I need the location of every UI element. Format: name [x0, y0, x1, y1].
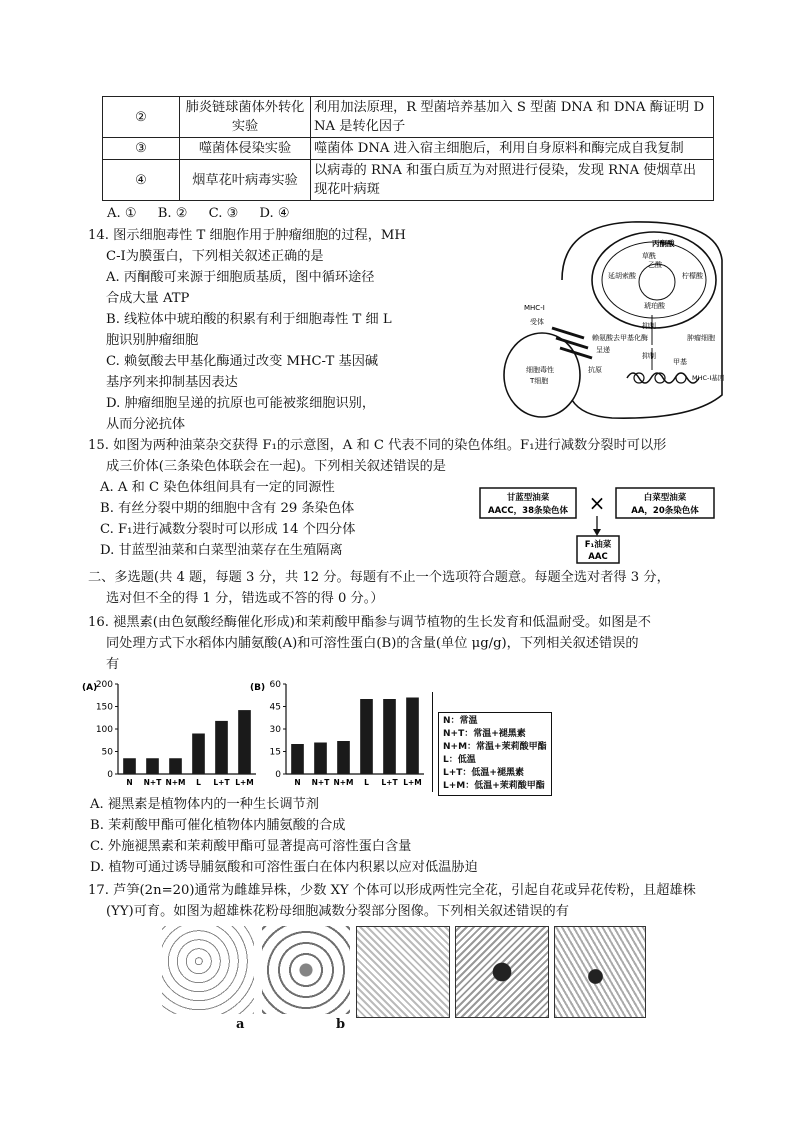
- box3-title: F₁油菜: [584, 540, 612, 550]
- bar: [215, 721, 228, 774]
- q17-stem-cont: (YY)可育。如图为超雄株花粉母细胞减数分裂部分图像。下列相关叙述错误的有: [106, 904, 569, 919]
- q13-options: [107, 203, 290, 224]
- label-succinyl: 草酰: [642, 252, 656, 260]
- table-cell-desc: 噬菌体 DNA 进入宿主细胞后，利用自身原料和酶完成自我复制: [311, 138, 714, 160]
- q14-option-a-cont: 合成大量 ATP: [106, 291, 190, 306]
- legend-item: L+M：低温+茉莉酸甲酯: [443, 781, 545, 791]
- table-cell-num: ②: [103, 97, 180, 138]
- q14-option-d-cont: 从而分泌抗体: [106, 417, 186, 432]
- section-2-header: [88, 567, 778, 609]
- table-row: [103, 97, 714, 138]
- table-cell-num: ④: [103, 160, 180, 201]
- micrograph-label-a: a: [236, 1017, 245, 1032]
- bar: [383, 699, 396, 774]
- label-inhibit2: 抑制: [642, 352, 656, 360]
- label-mhc: MHC-Ⅰ: [524, 304, 545, 312]
- cross-symbol: ×: [588, 491, 606, 515]
- y-tick-label: 15: [269, 747, 281, 758]
- label-enzyme: 赖氨酸去甲基化酶: [592, 334, 648, 342]
- micrograph-c: [356, 926, 450, 1018]
- desc-line: NA 是转化因子: [314, 119, 406, 134]
- t-cell-shape: [504, 333, 580, 417]
- q16-option-d[interactable]: D. 植物可通过诱导脯氨酸和可溶性蛋白在体内积累以应对低温胁迫: [90, 860, 478, 875]
- desc-line: 以病毒的 RNA 和蛋白质互为对照进行侵染，发现 RNA 使烟草出: [314, 163, 697, 178]
- label-ethyl: 乙酸: [648, 261, 662, 269]
- label-antigen: 抗原: [588, 366, 602, 374]
- bar: [123, 758, 136, 774]
- table-cell-name: [180, 97, 311, 138]
- legend-item: L：低温: [443, 755, 476, 765]
- bar: [291, 744, 304, 774]
- figure-15-cross: [478, 484, 718, 566]
- table-cell-desc: [311, 160, 714, 201]
- x-tick-label: N+T: [311, 778, 330, 787]
- micrograph-b: [262, 926, 350, 1014]
- box2-sub: AA，20条染色体: [631, 506, 699, 516]
- y-tick-label: 50: [101, 747, 113, 758]
- q15-stem: 15. 如图为两种油菜杂交获得 F₁的示意图，A 和 C 代表不同的染色体组。F₁进行减数分裂时可以形: [88, 438, 667, 453]
- box1-sub: AACC，38条染色体: [488, 506, 568, 516]
- legend-item: N+M：常温+茉莉酸甲酯: [443, 742, 547, 752]
- label-lysine: 延胡索酸: [608, 272, 636, 280]
- q14-option-b[interactable]: B. 线粒体中琥珀酸的积累有利于细胞毒性 T 细 L: [106, 312, 392, 327]
- q14-option-c-cont: 基序列来抑制基因表达: [106, 375, 238, 390]
- box2-title: 白菜型油菜: [643, 493, 687, 503]
- table-cell-desc: [311, 97, 714, 138]
- q15-option-b[interactable]: B. 有丝分裂中期的细胞中含有 29 条染色体: [100, 501, 355, 516]
- table-row: [103, 160, 714, 201]
- section-2-line1: 二、多选题(共 4 题，每题 3 分，共 12 分。每题有不止一个选项符合题意。每题全选对者得 3 分，: [88, 570, 670, 585]
- y-tick-label: 200: [95, 680, 113, 690]
- bar: [337, 741, 350, 774]
- table-row: [103, 138, 714, 160]
- micrograph-d: [455, 926, 549, 1018]
- x-tick-label: L: [364, 778, 369, 787]
- x-tick-label: L+M: [403, 778, 422, 787]
- micrograph-e: [554, 926, 646, 1018]
- x-tick-label: N+M: [333, 778, 354, 787]
- legend-item: N：常温: [443, 716, 478, 726]
- x-tick-label: N: [126, 778, 133, 787]
- chart-legend: [438, 712, 552, 796]
- name-line: 肺炎链球菌体外转化: [185, 100, 305, 115]
- q16-stem-cont: 同处理方式下水稻体内脯氨酸(A)和可溶性蛋白(B)的含量(单位 μg/g)，下列相关叙述错误的: [106, 636, 639, 651]
- table-cell-num: ③: [103, 138, 180, 160]
- y-tick-label: 0: [107, 770, 113, 780]
- label-receptor: 受体: [530, 318, 544, 326]
- option-c[interactable]: C. ③: [208, 206, 239, 221]
- q15-stem-cont: 成三价体(三条染色体联会在一起)。下列相关叙述错误的是: [106, 459, 446, 474]
- option-a[interactable]: A. ①: [107, 206, 137, 221]
- label-tcell-2: T细胞: [530, 377, 549, 385]
- q17-stem: 17. 芦笋(2n=20)通常为雌雄异株，少数 XY 个体可以形成两性完全花，引起自花或异花传粉，且超雄株: [88, 883, 696, 898]
- q14-option-d[interactable]: D. 肿瘤细胞呈递的抗原也可能被浆细胞识别，: [106, 396, 376, 411]
- question-17: [88, 880, 788, 922]
- label-mhcgene: MHC-Ⅰ基因: [692, 374, 725, 382]
- q16-stem: 16. 褪黑素(由色氨酸经酶催化形成)和茉莉酸甲酯参与调节植物的生长发育和低温耐受。如图是不: [88, 615, 651, 630]
- option-b[interactable]: B. ②: [157, 206, 188, 221]
- label-inhibit1: 抑制: [642, 322, 656, 330]
- label-methyl: 甲基: [673, 358, 687, 366]
- x-tick-label: L+T: [381, 778, 398, 787]
- question-16: [88, 612, 778, 675]
- label-tumor: 肿瘤细胞: [687, 334, 715, 342]
- q15-option-a[interactable]: A. A 和 C 染色体组间具有一定的同源性: [100, 480, 335, 495]
- y-tick-label: 150: [95, 702, 113, 713]
- chart-title: (B): [250, 683, 266, 693]
- chart-a: [80, 676, 260, 794]
- x-tick-label: L+T: [213, 778, 230, 787]
- micrograph-label-b: b: [336, 1017, 346, 1032]
- x-tick-label: N+M: [165, 778, 186, 787]
- label-present: 呈递: [596, 346, 610, 354]
- cycle-circle: [639, 264, 675, 300]
- y-tick-label: 100: [95, 725, 113, 735]
- label-succinate: 琥珀酸: [644, 302, 665, 310]
- table-cell-name: 噬菌体侵染实验: [180, 138, 311, 160]
- bar: [146, 758, 159, 774]
- q14-option-b-cont: 胞识别肿瘤细胞: [106, 333, 199, 348]
- name-line: 实验: [231, 119, 259, 134]
- legend-item: N+T：常温+褪黑素: [443, 729, 526, 739]
- x-tick-label: N: [294, 778, 301, 787]
- desc-line: 现花叶病斑: [314, 182, 380, 197]
- q14-stem-cont: C-Ⅰ为膜蛋白，下列相关叙述正确的是: [106, 249, 324, 264]
- question-14: [88, 225, 433, 435]
- bar: [169, 758, 182, 774]
- table-cell-name: 烟草花叶病毒实验: [180, 160, 311, 201]
- option-d[interactable]: D. ④: [259, 206, 290, 221]
- q16-option-b[interactable]: B. 茉莉酸甲酯可催化植物体内脯氨酸的合成: [90, 818, 346, 833]
- box1-title: 甘蓝型油菜: [506, 493, 550, 503]
- desc-line: 利用加法原理，R 型菌培养基加入 S 型菌 DNA 和 DNA 酶证明 D: [314, 100, 705, 115]
- y-tick-label: 45: [269, 702, 281, 713]
- bar: [360, 699, 373, 774]
- q16-stem-cont2: 有: [106, 657, 120, 672]
- section-2-line2: 选对但不全的得 1 分，错选或不答的得 0 分。）: [106, 591, 384, 606]
- bar: [406, 698, 419, 775]
- bar: [192, 734, 205, 775]
- label-tcell-1: 细胞毒性: [526, 366, 554, 374]
- q14-stem: 14. 图示细胞毒性 T 细胞作用于肿瘤细胞的过程，MH: [88, 228, 406, 243]
- legend-item: L+T：低温+褪黑素: [443, 768, 524, 778]
- q15-option-d[interactable]: D. 甘蓝型油菜和白菜型油菜存在生殖隔离: [100, 543, 343, 558]
- bar: [314, 743, 327, 775]
- chart-b: [248, 676, 428, 794]
- box3-sub: AAC: [588, 552, 608, 562]
- q14-option-a[interactable]: A. 丙酮酸可来源于细胞质基质，图中循环途径: [106, 270, 375, 285]
- q16-option-a[interactable]: A. 褪黑素是植物体内的一种生长调节剂: [90, 797, 319, 812]
- chart-title: (A): [82, 683, 98, 693]
- y-tick-label: 0: [275, 770, 281, 780]
- x-tick-label: L: [196, 778, 201, 787]
- q16-options: [90, 794, 770, 878]
- q16-option-c[interactable]: C. 外施褪黑素和茉莉酸甲酯可显著提高可溶性蛋白含量: [90, 839, 412, 854]
- q15-option-c[interactable]: C. F₁进行减数分裂时可以形成 14 个四分体: [100, 522, 356, 537]
- x-tick-label: N+T: [143, 778, 162, 787]
- experiment-table: [102, 96, 714, 201]
- figure-14-diagram: [492, 220, 727, 420]
- x-tick-label: L+M: [235, 778, 254, 787]
- label-citrate: 柠檬酸: [682, 272, 703, 280]
- y-tick-label: 60: [269, 680, 281, 690]
- label-pyruvate: 丙酮酸: [652, 239, 675, 248]
- micrograph-a: [162, 926, 254, 1014]
- y-tick-label: 30: [269, 725, 281, 735]
- q14-option-c[interactable]: C. 赖氨酸去甲基化酶通过改变 MHC-T 基因碱: [106, 354, 379, 369]
